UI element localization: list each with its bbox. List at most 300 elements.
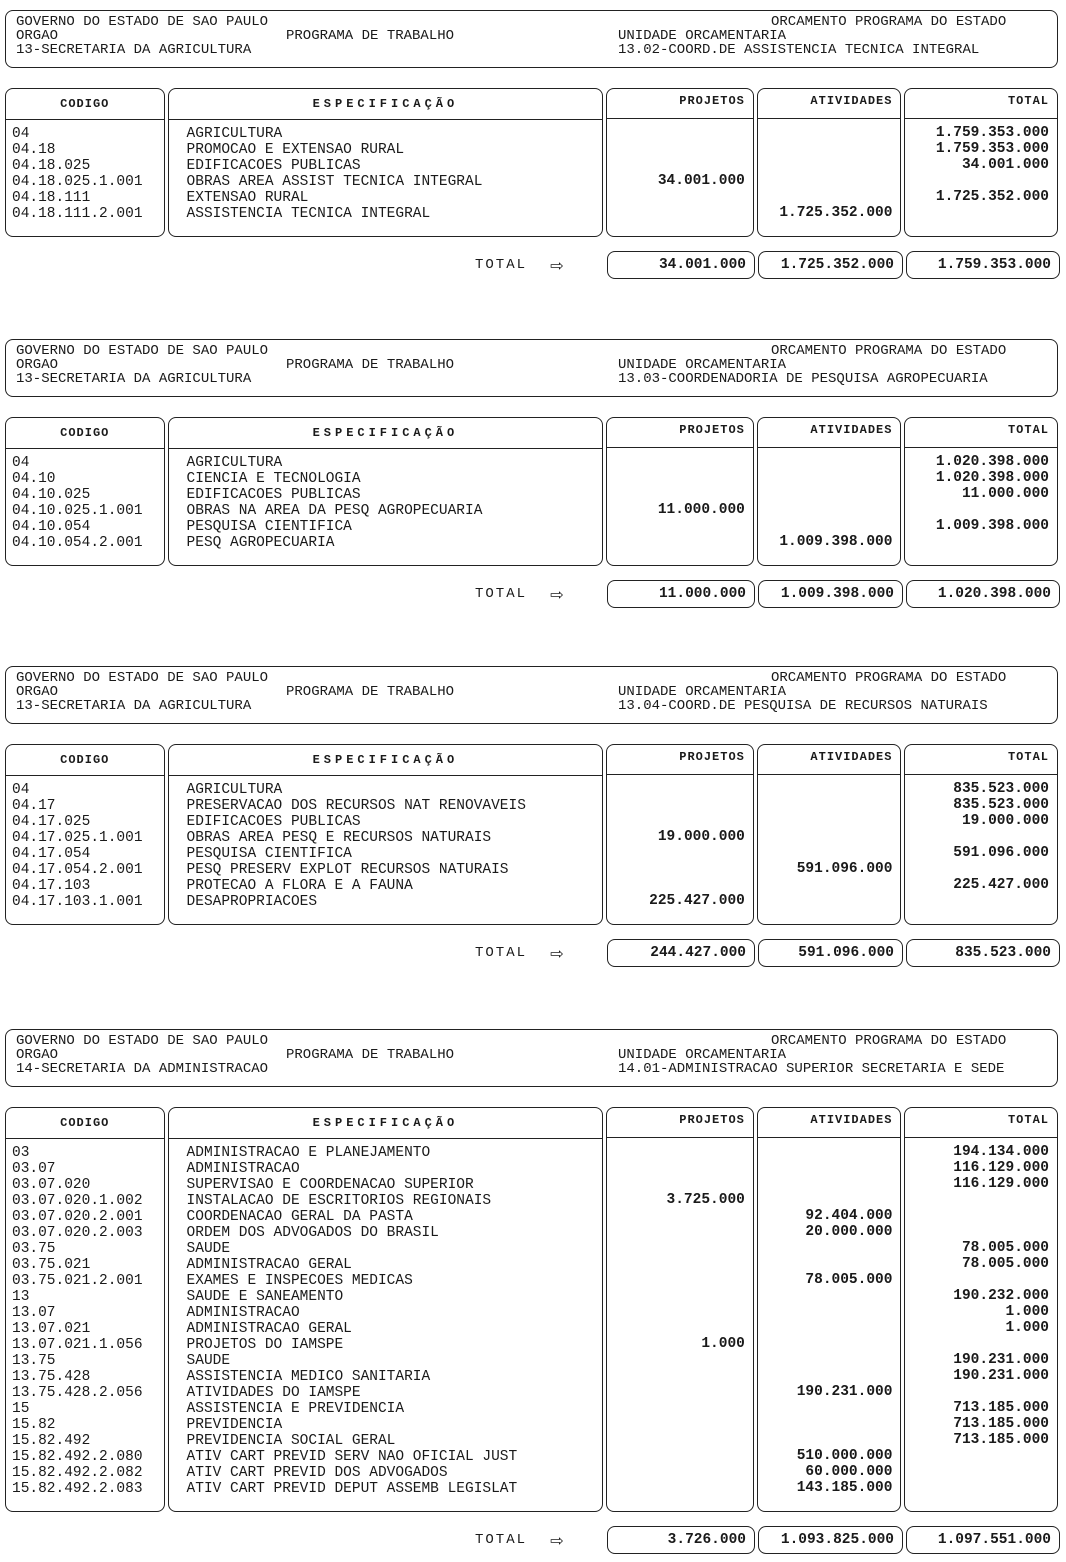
column-header-codigo: CODIGO bbox=[6, 418, 164, 449]
cell-especificacao: PESQUISA CIENTIFICA bbox=[186, 519, 352, 535]
cell-total bbox=[905, 1464, 1057, 1480]
column-total bbox=[904, 417, 1058, 566]
budget-block bbox=[5, 1029, 1058, 1556]
cell-projetos bbox=[607, 454, 753, 470]
total-atividades: 1.093.825.000 bbox=[758, 1526, 903, 1554]
cell-codigo: 04.17.103 bbox=[12, 878, 91, 894]
cell-atividades bbox=[758, 518, 901, 534]
column-header-especificacao: ESPECIFICAÇÃO bbox=[169, 1108, 603, 1139]
total-projetos: 244.427.000 bbox=[607, 939, 755, 967]
header-unidade: 14.01-ADMINISTRACAO SUPERIOR SECRETARIA E SEDE bbox=[618, 1061, 1005, 1077]
cell-total: 34.001.000 bbox=[961, 157, 1049, 173]
column-body bbox=[905, 119, 1057, 235]
block-header bbox=[5, 10, 1058, 68]
column-body bbox=[758, 1138, 901, 1510]
cell-codigo: 13.07.021.1.056 bbox=[12, 1337, 143, 1353]
cell-total: 194.134.000 bbox=[953, 1144, 1049, 1160]
cell-atividades bbox=[758, 893, 901, 909]
header-orgao: 13-SECRETARIA DA AGRICULTURA bbox=[16, 371, 252, 387]
cell-especificacao: AGRICULTURA bbox=[186, 455, 283, 471]
block-header bbox=[5, 1029, 1058, 1087]
cell-especificacao: ATIV CART PREVID DEPUT ASSEMB LEGISLAT bbox=[186, 1481, 518, 1497]
cell-atividades bbox=[758, 1192, 901, 1208]
cell-codigo: 04.17.054.2.001 bbox=[12, 862, 143, 878]
cell-projetos bbox=[607, 1480, 753, 1496]
cell-total: 713.185.000 bbox=[953, 1400, 1049, 1416]
cell-especificacao: PESQ PRESERV EXPLOT RECURSOS NATURAIS bbox=[186, 862, 509, 878]
cell-atividades bbox=[758, 797, 901, 813]
cell-codigo: 04.17.054 bbox=[12, 846, 91, 862]
cell-codigo: 04.10.025 bbox=[12, 487, 91, 503]
cell-codigo: 15.82 bbox=[12, 1417, 56, 1433]
cell-especificacao: ATIV CART PREVID SERV NAO OFICIAL JUST bbox=[186, 1449, 518, 1465]
cell-codigo: 04.10.054 bbox=[12, 519, 91, 535]
total-label: TOTAL bbox=[475, 257, 528, 273]
cell-atividades: 1.725.352.000 bbox=[779, 205, 893, 221]
column-header-especificacao: ESPECIFICAÇÃO bbox=[169, 745, 603, 776]
budget-block bbox=[5, 10, 1058, 281]
header-orgao: 14-SECRETARIA DA ADMINISTRACAO bbox=[16, 1061, 269, 1077]
cell-especificacao: SAUDE bbox=[186, 1241, 231, 1257]
budget-table bbox=[5, 1107, 1058, 1512]
header-orgao-label: ORGAO bbox=[16, 1047, 59, 1063]
cell-especificacao: ADMINISTRACAO GERAL bbox=[186, 1257, 352, 1273]
cell-codigo: 04 bbox=[12, 782, 30, 798]
cell-codigo: 15.82.492 bbox=[12, 1433, 91, 1449]
cell-codigo: 04.17 bbox=[12, 798, 56, 814]
cell-atividades bbox=[758, 141, 901, 157]
header-unidade: 13.04-COORD.DE PESQUISA DE RECURSOS NATURAIS bbox=[618, 698, 988, 714]
cell-atividades bbox=[758, 1256, 901, 1272]
cell-projetos bbox=[607, 518, 753, 534]
cell-projetos bbox=[607, 1240, 753, 1256]
cell-total bbox=[905, 829, 1057, 845]
cell-especificacao: SAUDE bbox=[186, 1353, 231, 1369]
cell-codigo: 04.18.025.1.001 bbox=[12, 174, 143, 190]
cell-atividades bbox=[758, 125, 901, 141]
cell-total: 190.231.000 bbox=[953, 1352, 1049, 1368]
cell-projetos bbox=[607, 877, 753, 893]
cell-atividades bbox=[758, 1288, 901, 1304]
column-body bbox=[607, 448, 753, 564]
cell-atividades bbox=[758, 1432, 901, 1448]
column-codigo bbox=[5, 1107, 165, 1512]
column-body bbox=[607, 119, 753, 235]
column-body bbox=[758, 775, 901, 923]
cell-especificacao: PROTECAO A FLORA E A FAUNA bbox=[186, 878, 413, 894]
cell-atividades bbox=[758, 845, 901, 861]
block-header bbox=[5, 339, 1058, 397]
cell-especificacao: PREVIDENCIA SOCIAL GERAL bbox=[186, 1433, 396, 1449]
column-body bbox=[169, 120, 603, 236]
cell-total bbox=[905, 205, 1057, 221]
cell-total: 713.185.000 bbox=[953, 1432, 1049, 1448]
column-body bbox=[169, 1139, 603, 1511]
total-atividades: 591.096.000 bbox=[758, 939, 903, 967]
column-header-total: TOTAL bbox=[905, 1108, 1057, 1138]
column-especificacao bbox=[168, 744, 604, 925]
column-body bbox=[6, 1139, 164, 1511]
cell-projetos bbox=[607, 534, 753, 550]
total-row bbox=[5, 939, 1058, 969]
cell-especificacao: DESAPROPRIACOES bbox=[186, 894, 318, 910]
total-geral: 835.523.000 bbox=[906, 939, 1060, 967]
cell-especificacao: PRESERVACAO DOS RECURSOS NAT RENOVAVEIS bbox=[186, 798, 526, 814]
cell-projetos bbox=[607, 1384, 753, 1400]
cell-especificacao: ATIV CART PREVID DOS ADVOGADOS bbox=[186, 1465, 448, 1481]
column-atividades bbox=[757, 1107, 902, 1512]
cell-projetos bbox=[607, 1432, 753, 1448]
column-body bbox=[758, 119, 901, 235]
cell-especificacao: ATIVIDADES DO IAMSPE bbox=[186, 1385, 361, 1401]
column-header-codigo: CODIGO bbox=[6, 89, 164, 120]
total-label: TOTAL bbox=[475, 586, 528, 602]
cell-projetos bbox=[607, 486, 753, 502]
cell-projetos bbox=[607, 1288, 753, 1304]
cell-especificacao: ADMINISTRACAO bbox=[186, 1161, 300, 1177]
cell-atividades bbox=[758, 1144, 901, 1160]
cell-atividades bbox=[758, 1176, 901, 1192]
header-orcamento: ORCAMENTO PROGRAMA DO ESTADO bbox=[771, 343, 1007, 359]
cell-especificacao: ADMINISTRACAO bbox=[186, 1305, 300, 1321]
column-total bbox=[904, 1107, 1058, 1512]
cell-projetos bbox=[607, 1368, 753, 1384]
cell-total: 835.523.000 bbox=[953, 797, 1049, 813]
cell-total bbox=[905, 534, 1057, 550]
cell-atividades bbox=[758, 1304, 901, 1320]
cell-total: 1.009.398.000 bbox=[935, 518, 1049, 534]
column-especificacao bbox=[168, 88, 604, 237]
budget-table bbox=[5, 417, 1058, 566]
total-atividades: 1.009.398.000 bbox=[758, 580, 903, 608]
cell-atividades: 510.000.000 bbox=[796, 1448, 893, 1464]
budget-table bbox=[5, 744, 1058, 925]
budget-block bbox=[5, 666, 1058, 969]
cell-projetos bbox=[607, 1144, 753, 1160]
column-body bbox=[6, 449, 164, 565]
cell-total bbox=[905, 861, 1057, 877]
cell-codigo: 04.10.054.2.001 bbox=[12, 535, 143, 551]
column-header-codigo: CODIGO bbox=[6, 745, 164, 776]
cell-total: 591.096.000 bbox=[953, 845, 1049, 861]
cell-total bbox=[905, 502, 1057, 518]
cell-codigo: 15.82.492.2.080 bbox=[12, 1449, 143, 1465]
cell-atividades bbox=[758, 1352, 901, 1368]
total-label: TOTAL bbox=[475, 945, 528, 961]
cell-especificacao: EDIFICACOES PUBLICAS bbox=[186, 814, 361, 830]
cell-codigo: 03.07.020.1.002 bbox=[12, 1193, 143, 1209]
cell-especificacao: OBRAS AREA PESQ E RECURSOS NATURAIS bbox=[186, 830, 492, 846]
header-governo: GOVERNO DO ESTADO DE SAO PAULO bbox=[16, 14, 269, 30]
cell-codigo: 13.75.428.2.056 bbox=[12, 1385, 143, 1401]
cell-projetos bbox=[607, 205, 753, 221]
cell-especificacao: ORDEM DOS ADVOGADOS DO BRASIL bbox=[186, 1225, 439, 1241]
arrow-right-icon: ⇨ bbox=[550, 254, 564, 279]
cell-especificacao: ASSISTENCIA E PREVIDENCIA bbox=[186, 1401, 405, 1417]
column-body bbox=[169, 449, 603, 565]
header-orgao: 13-SECRETARIA DA AGRICULTURA bbox=[16, 698, 252, 714]
column-header-total: TOTAL bbox=[905, 745, 1057, 775]
column-header-projetos: PROJETOS bbox=[607, 745, 753, 775]
cell-projetos bbox=[607, 189, 753, 205]
header-unidade: 13.02-COORD.DE ASSISTENCIA TECNICA INTEGRAL bbox=[618, 42, 980, 58]
cell-codigo: 13.07.021 bbox=[12, 1321, 91, 1337]
column-total bbox=[904, 88, 1058, 237]
cell-atividades: 591.096.000 bbox=[796, 861, 893, 877]
cell-total: 11.000.000 bbox=[961, 486, 1049, 502]
column-atividades bbox=[757, 744, 902, 925]
header-unidade-label: UNIDADE ORCAMENTARIA bbox=[618, 357, 787, 373]
cell-especificacao: CIENCIA E TECNOLOGIA bbox=[186, 471, 361, 487]
column-header-total: TOTAL bbox=[905, 418, 1057, 448]
column-body bbox=[905, 448, 1057, 564]
cell-atividades bbox=[758, 829, 901, 845]
cell-atividades: 1.009.398.000 bbox=[779, 534, 893, 550]
cell-total bbox=[905, 1192, 1057, 1208]
cell-total bbox=[905, 1224, 1057, 1240]
cell-codigo: 13.75.428 bbox=[12, 1369, 91, 1385]
cell-codigo: 03.07 bbox=[12, 1161, 56, 1177]
column-total bbox=[904, 744, 1058, 925]
header-unidade-label: UNIDADE ORCAMENTARIA bbox=[618, 684, 787, 700]
column-body bbox=[905, 1138, 1057, 1510]
cell-total: 1.725.352.000 bbox=[935, 189, 1049, 205]
cell-atividades bbox=[758, 1400, 901, 1416]
column-codigo bbox=[5, 88, 165, 237]
cell-codigo: 04.18 bbox=[12, 142, 56, 158]
column-codigo bbox=[5, 744, 165, 925]
column-header-especificacao: ESPECIFICAÇÃO bbox=[169, 418, 603, 449]
cell-atividades bbox=[758, 486, 901, 502]
header-programa: PROGRAMA DE TRABALHO bbox=[286, 684, 455, 700]
cell-projetos bbox=[607, 845, 753, 861]
total-projetos: 34.001.000 bbox=[607, 251, 755, 279]
cell-total: 835.523.000 bbox=[953, 781, 1049, 797]
cell-total bbox=[905, 1336, 1057, 1352]
cell-especificacao: SUPERVISAO E COORDENACAO SUPERIOR bbox=[186, 1177, 474, 1193]
cell-codigo: 03.75 bbox=[12, 1241, 56, 1257]
cell-especificacao: INSTALACAO DE ESCRITORIOS REGIONAIS bbox=[186, 1193, 492, 1209]
cell-total: 225.427.000 bbox=[953, 877, 1049, 893]
block-header bbox=[5, 666, 1058, 724]
cell-projetos bbox=[607, 157, 753, 173]
column-codigo bbox=[5, 417, 165, 566]
column-header-projetos: PROJETOS bbox=[607, 89, 753, 119]
total-geral: 1.097.551.000 bbox=[906, 1526, 1060, 1554]
cell-projetos: 3.725.000 bbox=[666, 1192, 745, 1208]
cell-projetos bbox=[607, 1256, 753, 1272]
cell-projetos bbox=[607, 1224, 753, 1240]
cell-codigo: 04.18.025 bbox=[12, 158, 91, 174]
total-row bbox=[5, 580, 1058, 610]
cell-atividades bbox=[758, 173, 901, 189]
cell-codigo: 03.07.020.2.001 bbox=[12, 1209, 143, 1225]
cell-atividades bbox=[758, 781, 901, 797]
arrow-right-icon: ⇨ bbox=[550, 583, 564, 608]
cell-especificacao: ADMINISTRACAO GERAL bbox=[186, 1321, 352, 1337]
cell-atividades bbox=[758, 813, 901, 829]
header-governo: GOVERNO DO ESTADO DE SAO PAULO bbox=[16, 670, 269, 686]
cell-especificacao: AGRICULTURA bbox=[186, 126, 283, 142]
cell-codigo: 04.18.111 bbox=[12, 190, 91, 206]
cell-especificacao: PREVIDENCIA bbox=[186, 1417, 283, 1433]
total-geral: 1.020.398.000 bbox=[906, 580, 1060, 608]
header-orcamento: ORCAMENTO PROGRAMA DO ESTADO bbox=[771, 14, 1007, 30]
cell-codigo: 04.10 bbox=[12, 471, 56, 487]
cell-total bbox=[905, 173, 1057, 189]
column-body bbox=[169, 776, 603, 924]
header-programa: PROGRAMA DE TRABALHO bbox=[286, 1047, 455, 1063]
cell-atividades bbox=[758, 1320, 901, 1336]
cell-codigo: 04 bbox=[12, 126, 30, 142]
cell-atividades bbox=[758, 1160, 901, 1176]
cell-codigo: 03.75.021.2.001 bbox=[12, 1273, 143, 1289]
cell-total: 190.232.000 bbox=[953, 1288, 1049, 1304]
cell-projetos: 1.000 bbox=[701, 1336, 745, 1352]
cell-atividades bbox=[758, 157, 901, 173]
cell-especificacao: EDIFICACOES PUBLICAS bbox=[186, 487, 361, 503]
cell-codigo: 04.17.025.1.001 bbox=[12, 830, 143, 846]
column-header-projetos: PROJETOS bbox=[607, 1108, 753, 1138]
cell-atividades bbox=[758, 1240, 901, 1256]
column-atividades bbox=[757, 88, 902, 237]
cell-especificacao: COORDENACAO GERAL DA PASTA bbox=[186, 1209, 413, 1225]
total-geral: 1.759.353.000 bbox=[906, 251, 1060, 279]
column-header-atividades: ATIVIDADES bbox=[758, 89, 901, 119]
cell-codigo: 13.75 bbox=[12, 1353, 56, 1369]
cell-total: 19.000.000 bbox=[961, 813, 1049, 829]
cell-total bbox=[905, 893, 1057, 909]
cell-codigo: 15.82.492.2.083 bbox=[12, 1481, 143, 1497]
cell-projetos bbox=[607, 1272, 753, 1288]
cell-projetos bbox=[607, 1176, 753, 1192]
cell-projetos bbox=[607, 470, 753, 486]
budget-table bbox=[5, 88, 1058, 237]
cell-atividades: 20.000.000 bbox=[805, 1224, 893, 1240]
column-header-atividades: ATIVIDADES bbox=[758, 1108, 901, 1138]
cell-atividades: 143.185.000 bbox=[796, 1480, 893, 1496]
cell-codigo: 04.17.025 bbox=[12, 814, 91, 830]
cell-projetos bbox=[607, 1448, 753, 1464]
cell-codigo: 04 bbox=[12, 455, 30, 471]
header-orcamento: ORCAMENTO PROGRAMA DO ESTADO bbox=[771, 1033, 1007, 1049]
cell-atividades bbox=[758, 189, 901, 205]
header-orgao-label: ORGAO bbox=[16, 357, 59, 373]
cell-codigo: 03.75.021 bbox=[12, 1257, 91, 1273]
column-header-projetos: PROJETOS bbox=[607, 418, 753, 448]
column-header-codigo: CODIGO bbox=[6, 1108, 164, 1139]
cell-atividades bbox=[758, 454, 901, 470]
cell-projetos bbox=[607, 125, 753, 141]
cell-projetos bbox=[607, 1208, 753, 1224]
cell-projetos bbox=[607, 1304, 753, 1320]
cell-atividades bbox=[758, 1416, 901, 1432]
cell-especificacao: ADMINISTRACAO E PLANEJAMENTO bbox=[186, 1145, 431, 1161]
header-programa: PROGRAMA DE TRABALHO bbox=[286, 28, 455, 44]
cell-total: 78.005.000 bbox=[961, 1240, 1049, 1256]
cell-codigo: 04.18.111.2.001 bbox=[12, 206, 143, 222]
column-projetos bbox=[606, 417, 754, 566]
cell-total: 116.129.000 bbox=[953, 1160, 1049, 1176]
cell-codigo: 04.17.103.1.001 bbox=[12, 894, 143, 910]
cell-total: 713.185.000 bbox=[953, 1416, 1049, 1432]
cell-projetos bbox=[607, 813, 753, 829]
cell-total: 116.129.000 bbox=[953, 1176, 1049, 1192]
cell-total: 1.020.398.000 bbox=[935, 470, 1049, 486]
column-especificacao bbox=[168, 1107, 604, 1512]
column-header-atividades: ATIVIDADES bbox=[758, 418, 901, 448]
cell-total: 78.005.000 bbox=[961, 1256, 1049, 1272]
cell-atividades: 78.005.000 bbox=[805, 1272, 893, 1288]
arrow-right-icon: ⇨ bbox=[550, 1529, 564, 1554]
cell-especificacao: PESQUISA CIENTIFICA bbox=[186, 846, 352, 862]
column-body bbox=[905, 775, 1057, 923]
header-orgao-label: ORGAO bbox=[16, 684, 59, 700]
total-row bbox=[5, 251, 1058, 281]
header-unidade-label: UNIDADE ORCAMENTARIA bbox=[618, 1047, 787, 1063]
column-atividades bbox=[757, 417, 902, 566]
cell-codigo: 03.07.020.2.003 bbox=[12, 1225, 143, 1241]
cell-especificacao: EXAMES E INSPECOES MEDICAS bbox=[186, 1273, 413, 1289]
cell-especificacao: SAUDE E SANEAMENTO bbox=[186, 1289, 344, 1305]
total-projetos: 3.726.000 bbox=[607, 1526, 755, 1554]
cell-codigo: 13.07 bbox=[12, 1305, 56, 1321]
column-header-especificacao: ESPECIFICAÇÃO bbox=[169, 89, 603, 120]
column-projetos bbox=[606, 88, 754, 237]
cell-projetos: 34.001.000 bbox=[657, 173, 745, 189]
cell-total bbox=[905, 1384, 1057, 1400]
cell-especificacao: ASSISTENCIA TECNICA INTEGRAL bbox=[186, 206, 431, 222]
cell-especificacao: EXTENSAO RURAL bbox=[186, 190, 309, 206]
header-governo: GOVERNO DO ESTADO DE SAO PAULO bbox=[16, 343, 269, 359]
column-header-atividades: ATIVIDADES bbox=[758, 745, 901, 775]
cell-especificacao: PROJETOS DO IAMSPE bbox=[186, 1337, 344, 1353]
cell-total: 1.000 bbox=[1005, 1304, 1049, 1320]
cell-projetos: 19.000.000 bbox=[657, 829, 745, 845]
total-row bbox=[5, 1526, 1058, 1556]
cell-codigo: 03.07.020 bbox=[12, 1177, 91, 1193]
header-governo: GOVERNO DO ESTADO DE SAO PAULO bbox=[16, 1033, 269, 1049]
cell-projetos bbox=[607, 1416, 753, 1432]
cell-especificacao: OBRAS NA AREA DA PESQ AGROPECUARIA bbox=[186, 503, 483, 519]
cell-total: 1.759.353.000 bbox=[935, 125, 1049, 141]
total-atividades: 1.725.352.000 bbox=[758, 251, 903, 279]
cell-atividades: 60.000.000 bbox=[805, 1464, 893, 1480]
header-unidade-label: UNIDADE ORCAMENTARIA bbox=[618, 28, 787, 44]
cell-total: 190.231.000 bbox=[953, 1368, 1049, 1384]
column-body bbox=[6, 776, 164, 924]
cell-total bbox=[905, 1480, 1057, 1496]
cell-codigo: 03 bbox=[12, 1145, 30, 1161]
cell-atividades: 190.231.000 bbox=[796, 1384, 893, 1400]
column-especificacao bbox=[168, 417, 604, 566]
cell-especificacao: OBRAS AREA ASSIST TECNICA INTEGRAL bbox=[186, 174, 483, 190]
cell-total bbox=[905, 1448, 1057, 1464]
cell-codigo: 15 bbox=[12, 1401, 30, 1417]
cell-especificacao: PESQ AGROPECUARIA bbox=[186, 535, 335, 551]
cell-projetos: 11.000.000 bbox=[657, 502, 745, 518]
header-orgao-label: ORGAO bbox=[16, 28, 59, 44]
header-orgao: 13-SECRETARIA DA AGRICULTURA bbox=[16, 42, 252, 58]
cell-projetos bbox=[607, 861, 753, 877]
cell-projetos bbox=[607, 1320, 753, 1336]
column-header-total: TOTAL bbox=[905, 89, 1057, 119]
cell-especificacao: EDIFICACOES PUBLICAS bbox=[186, 158, 361, 174]
cell-atividades bbox=[758, 1336, 901, 1352]
column-body bbox=[607, 1138, 753, 1510]
cell-atividades bbox=[758, 470, 901, 486]
cell-projetos bbox=[607, 1160, 753, 1176]
